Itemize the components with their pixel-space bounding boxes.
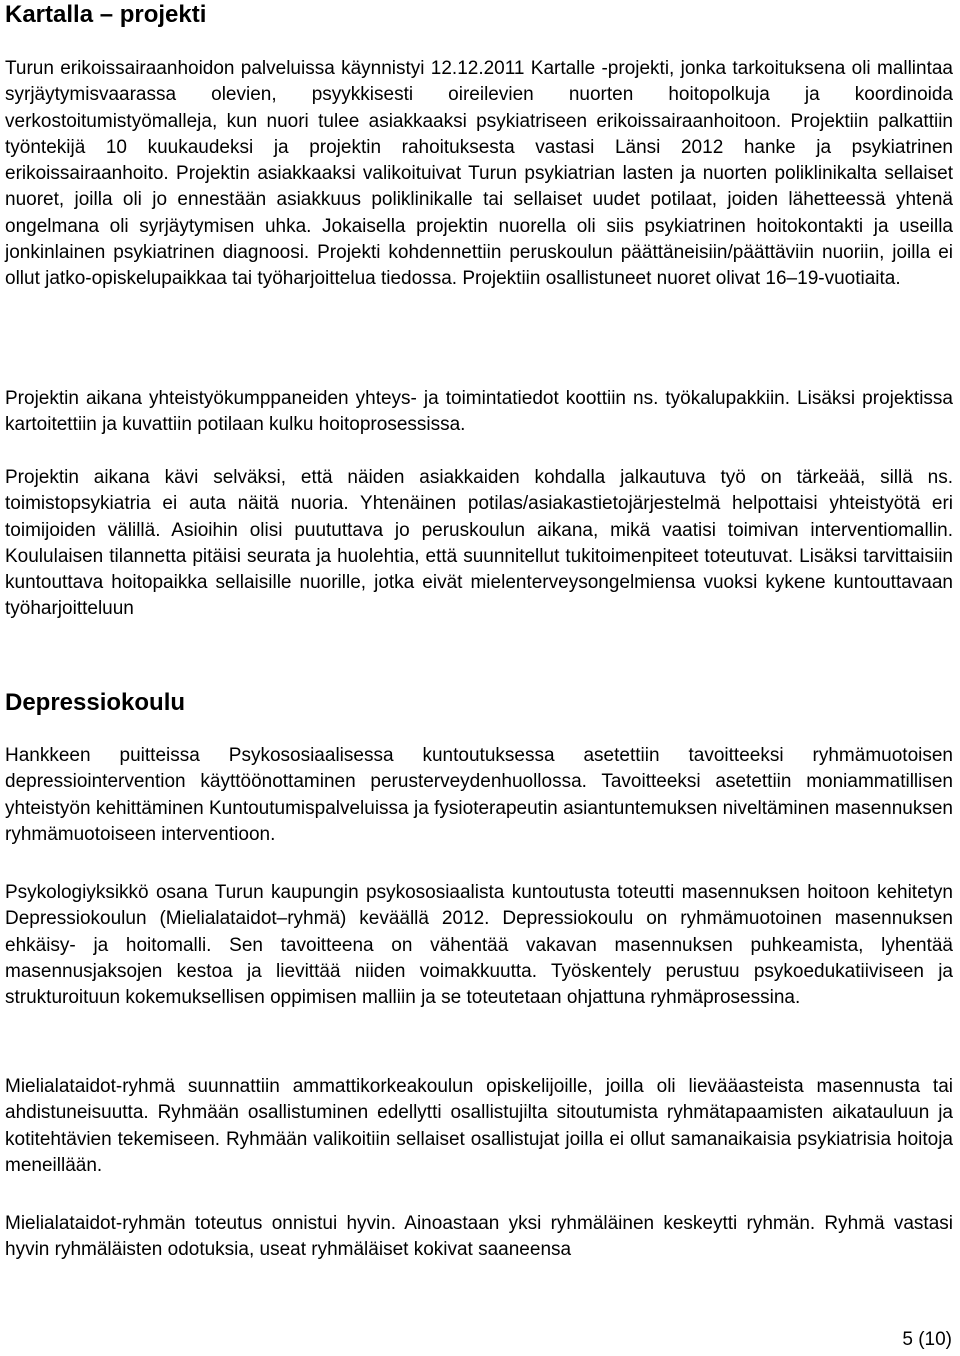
paragraph-depressiokoulu-target-group: Mielialataidot-ryhmä suunnattiin ammattikorkeakoulun opiskelijoille, joilla oli lievääasteista masennusta tai ahdistuneisuutta. Ryhmään osallistuminen edellytti osallistujilta sitoutumista ryhmätapaamisten aikatauluun ja kotitehtävien tekemiseen. Ryhmään valikoitiin sellaiset osallistujat joilla ei ollut samanaikaisia psykiatrisia hoitoja meneillään. (5, 1076, 953, 1176)
section-heading-depressiokoulu: Depressiokoulu (5, 689, 186, 716)
paragraph-kartalla-tools: Projektin aikana yhteistyökumppaneiden yhteys- ja toimintatiedot koottiin ns. työkalupakkiin. Lisäksi projektissa kartoitettiin ja kuvattiin potilaan kulku hoitoprosessissa. (5, 388, 953, 436)
paragraph-depressiokoulu-result: Mielialataidot-ryhmän toteutus onnistui hyvin. Ainoastaan yksi ryhmäläinen keskeytti ryhmän. Ryhmä vastasi hyvin ryhmäläisten odotuksia, useat ryhmäläiset kokivat saaneensa (5, 1213, 953, 1261)
paragraph-depressiokoulu-goal: Hankkeen puitteissa Psykososiaalisessa kuntoutuksessa asetettiin tavoitteeksi ryhmämuotoisen depressiointervention käyttöönottaminen perusterveydenhuollossa. Tavoitteeksi asetettiin moniammatillisen yhteistyön kehittäminen Kuntoutumispalveluissa ja fysioterapeutin asiantuntemuksen niveltäminen masennuksen ryhmämuotoiseen interventioon. (5, 745, 953, 845)
page-number: 5 (10) (902, 1329, 952, 1350)
section-heading-kartalla: Kartalla – projekti (5, 1, 207, 28)
paragraph-kartalla-findings: Projektin aikana kävi selväksi, että näiden asiakkaiden kohdalla jalkautuva työ on tärkeää, sillä ns. toimistopsykiatria ei auta näitä nuoria. Yhtenäinen potilas/asiakastietojärjestelmä helpottaisi yhteistyötä eri toimijoiden välillä. Asioihin olisi puututtava jo peruskoulun aikana, mikä vaatisi toimivan interventiomallin. Koululaisen tilannetta pitäisi seurata ja huolehtia, että suunnitellut tukitoimenpiteet toteutuvat. Lisäksi tarvittaisiin kuntouttava hoitopaikka sellaisille nuorille, jotka eivät mielenterveysongelmiensa vuoksi kykene kuntouttavaan työharjoitteluun (5, 467, 953, 620)
paragraph-kartalla-intro: Turun erikoissairaanhoidon palveluissa käynnistyi 12.12.2011 Kartalle -projekti, jonka tarkoituksena oli mallintaa syrjäytymisvaarassa olevien, psyykkisesti oireilevien nuorten hoitopolkuja ja koordinoida verkostoitumistyömalleja, kun nuori tulee asiakkaaksi psykiatriseen erikoissairaanhoitoon. Projektiin palkattiin työntekijä 10 kuukaudeksi ja projektin rahoituksesta vastasi Länsi 2012 hanke ja psykiatrinen erikoissairaanhoito. Projektin asiakkaaksi valikoituivat Turun psykiatrian lasten ja nuorten poliklinikalta sellaiset nuoret, joilla oli jo ennestään asiakkuus poliklinikalle tai sellaiset uudet potilaat, joiden lähetteessä yhtenä ongelmana oli syrjäytymisen uhka. Jokaisella projektin nuorella oli siis psykiatrinen hoitokontakti ja useilla jonkinlainen psykiatrinen diagnoosi. Projekti kohdennettiin peruskoulun päättäneisiin/päättäviin nuoriin, joilla ei ollut jatko-opiskelupaikkaa tai työharjoittelua tiedossa. Projektiin osallistuneet nuoret olivat 16–19-vuotiaita. (5, 58, 953, 290)
paragraph-depressiokoulu-description: Psykologiyksikkö osana Turun kaupungin psykososiaalista kuntoutusta toteutti masennuksen hoitoon kehitetyn Depressiokoulun (Mielialataidot–ryhmä) keväällä 2012. Depressiokoulu on ryhmämuotoinen masennuksen ehkäisy- ja hoitomalli. Sen tavoitteena on vähentää vakavan masennuksen puhkeamista, lyhentää masennusjaksojen kestoa ja lievittää niiden voimakkuutta. Työskentely perustuu psykoedukatiiviseen ja strukturoituun kokemuksellisen oppimisen malliin ja se toteutetaan ohjattuna ryhmäprosessina. (5, 882, 953, 1009)
